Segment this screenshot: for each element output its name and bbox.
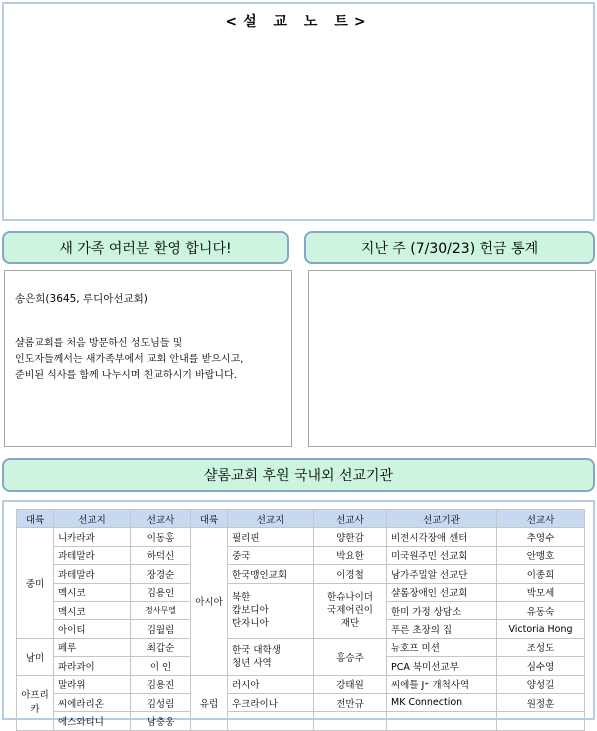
- empty-cell: [497, 712, 585, 730]
- field-cell: 러시아: [228, 675, 314, 693]
- welcome-message-line: 인도자들께서는 새가족부에서 교회 안내를 받으시고,: [15, 354, 244, 365]
- missionary-cell: 김용진: [131, 675, 191, 693]
- missionary-cell: 최갑순: [131, 638, 191, 656]
- missionary-cell: 김월림: [131, 620, 191, 638]
- missionary-cell: 전만규: [314, 693, 387, 711]
- table-row: [17, 528, 585, 546]
- missionary-cell: 심수영: [497, 657, 585, 675]
- agency-cell: 한미 가정 상담소: [387, 601, 497, 619]
- field-cell: 씨에라리온: [54, 693, 131, 711]
- region-cell: 아시아: [191, 528, 228, 675]
- welcome-message-line: 샬롬교회를 처음 방문하신 성도님들 및: [15, 338, 183, 349]
- missionary-cell: 이경철: [314, 565, 387, 583]
- field-cell: 아이티: [54, 620, 131, 638]
- agency-cell: 뉴호프 미션: [387, 638, 497, 656]
- offering-banner: [304, 231, 595, 264]
- missionary-cell: 박모세: [497, 583, 585, 601]
- missionary-cell: 김용인: [131, 583, 191, 601]
- field-cell: 과테말라: [54, 546, 131, 564]
- missionary-cell: 양성길: [497, 675, 585, 693]
- agency-cell: 푸른 초장의 집: [387, 620, 497, 638]
- welcome-message: [15, 336, 243, 384]
- welcome-banner: 새 가족 여러분 환영 합니다!: [2, 231, 289, 264]
- field-cell: 파라과이: [54, 657, 131, 675]
- empty-cell: [387, 712, 497, 730]
- missionary-cell: 조성도: [497, 638, 585, 656]
- table-row: [17, 546, 585, 564]
- missionary-cell: 원정훈: [497, 693, 585, 711]
- field-line: 북한: [232, 592, 251, 604]
- table-row: [17, 693, 585, 711]
- agency-cell: MK Connection: [387, 693, 497, 711]
- missionary-cell: 강태원: [314, 675, 387, 693]
- missionary-line: 국제어린이: [327, 605, 373, 617]
- field-cell: 말라위: [54, 675, 131, 693]
- field-cell: 멕시코: [54, 583, 131, 601]
- agency-cell: 남가주밀알 선교단: [387, 565, 497, 583]
- table-row: [17, 583, 585, 601]
- table-row: [17, 638, 585, 656]
- agency-cell: 미국원주민 선교회: [387, 546, 497, 564]
- empty-cell: [314, 712, 387, 730]
- field-cell: 필리핀: [228, 528, 314, 546]
- field-line: 탄자니아: [232, 618, 269, 630]
- field-cell: 우크라이나: [228, 693, 314, 711]
- offering-stats-card: [308, 270, 596, 447]
- agency-cell: 샬롬장애인 선교회: [387, 583, 497, 601]
- missionary-cell: 유동숙: [497, 601, 585, 619]
- header-cell: 대륙: [17, 510, 54, 528]
- missionary-cell: 장경순: [131, 565, 191, 583]
- header-cell: 대륙: [191, 510, 228, 528]
- field-line: 한국 대학생: [232, 644, 281, 656]
- new-member-name: 송은희(3645, 루디아선교회): [15, 293, 148, 305]
- field-cell: 한국맹인교회: [228, 565, 314, 583]
- field-line: 청년 사역: [232, 657, 272, 669]
- header-cell: 선교사: [131, 510, 191, 528]
- welcome-card: [4, 270, 292, 447]
- header-cell: 선교지: [228, 510, 314, 528]
- field-line: 캄보디아: [232, 605, 269, 617]
- region-cell: 남미: [17, 638, 54, 675]
- region-cell: 중미: [17, 528, 54, 638]
- missionary-cell: 추영수: [497, 528, 585, 546]
- welcome-message-line: 준비된 식사를 함께 나누시며 친교하시기 바랍니다.: [15, 370, 237, 381]
- agency-cell: 씨에틀 J⁺ 개척사역: [387, 675, 497, 693]
- table-row: [17, 675, 585, 693]
- missionary-cell: 정사무엘: [131, 601, 191, 619]
- agency-cell: 비전시각장애 센터: [387, 528, 497, 546]
- missionary-cell: 홍승주: [314, 638, 387, 675]
- missionary-cell: 박요한: [314, 546, 387, 564]
- missionary-cell: 김성림: [131, 693, 191, 711]
- field-cell-multiline: [228, 583, 314, 638]
- table-row: [17, 712, 585, 730]
- sermon-notes-title: <설 교 노 트>: [225, 14, 372, 30]
- offering-banner-text: 지난 주 (7/30/23) 헌금 통계: [360, 240, 539, 257]
- table-row: [17, 565, 585, 583]
- header-cell: 선교지: [54, 510, 131, 528]
- field-cell: 과테말라: [54, 565, 131, 583]
- field-cell-multiline: [228, 638, 314, 675]
- header-cell: 선교사: [314, 510, 387, 528]
- missionary-cell: 이 인: [131, 657, 191, 675]
- field-cell: 니카라과: [54, 528, 131, 546]
- missionary-cell: 안맹호: [497, 546, 585, 564]
- field-cell: 멕시코: [54, 601, 131, 619]
- missionary-cell: 이종희: [497, 565, 585, 583]
- missions-table: [16, 509, 585, 731]
- sermon-notes-box: [2, 2, 595, 221]
- table-header-row: [17, 510, 585, 528]
- missionary-cell: 하덕신: [131, 546, 191, 564]
- missionary-cell: 남충웅: [131, 712, 191, 730]
- missionary-line: 한슈나이더: [327, 592, 373, 604]
- missionary-cell: 양한감: [314, 528, 387, 546]
- header-cell: 선교기관: [387, 510, 497, 528]
- header-cell: 선교사: [497, 510, 585, 528]
- missions-table-frame: [2, 500, 595, 728]
- missionary-cell: Victoria Hong: [497, 620, 585, 638]
- region-cell: 아프리카: [17, 675, 54, 730]
- missionary-line: 재단: [340, 618, 360, 630]
- missionary-cell-multiline: [314, 583, 387, 638]
- missionary-cell: 이동홍: [131, 528, 191, 546]
- region-cell: 유럽: [191, 675, 228, 730]
- field-cell: 중국: [228, 546, 314, 564]
- field-cell: 페루: [54, 638, 131, 656]
- missions-banner: 샬롬교회 후원 국내외 선교기관: [2, 458, 595, 492]
- field-cell: 에스와티니: [54, 712, 131, 730]
- empty-cell: [228, 712, 314, 730]
- agency-cell: PCA 북미선교부: [387, 657, 497, 675]
